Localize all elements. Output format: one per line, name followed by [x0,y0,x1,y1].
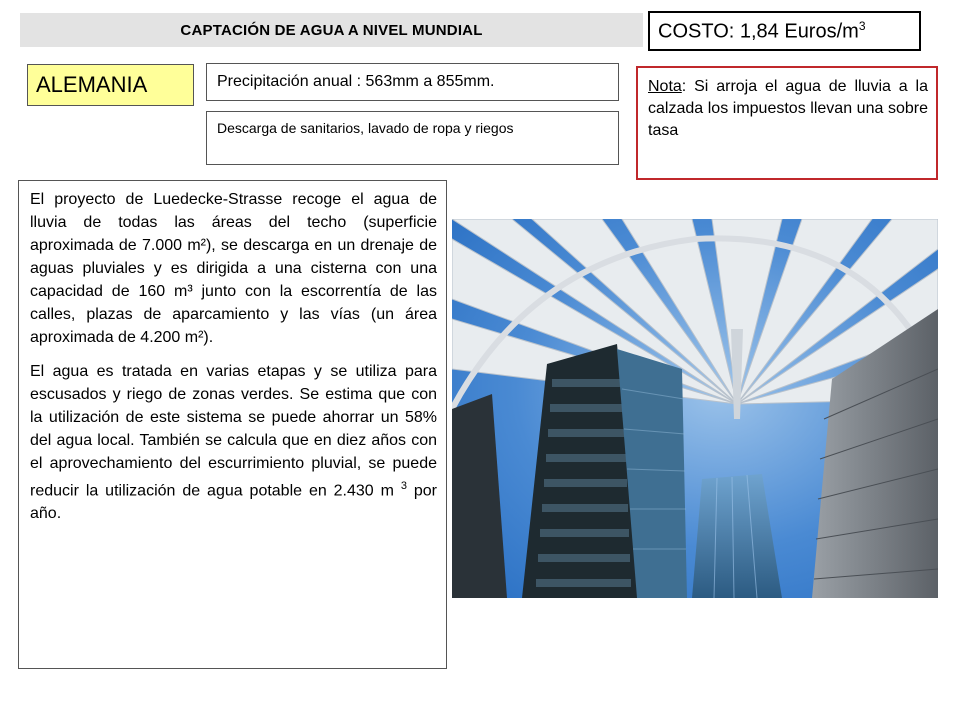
description-paragraph-2-exponent: 3 [400,480,407,492]
description-paragraph-2-end: por año. [30,482,437,523]
note-label: Nota [648,78,682,95]
sony-center-photo [452,219,938,598]
usage-box [206,111,619,165]
country-box [27,64,194,106]
page-title: CAPTACIÓN DE AGUA A NIVEL MUNDIAL [180,21,483,39]
precipitation-box [206,63,619,101]
title-bar [20,13,643,47]
description-paragraph-1: El proyecto de Luedecke-Strasse recoge el agua de lluvia de todas las áreas del techo (superficie aproximada de 7.000 m²), se descarga en un drenaje de aguas pluviales y es dirigida a una cisterna con una capacidad de 160 m³ junto con la escorrentía de las calles, plazas de aparcamiento y las vías (un área aproximada de 4.200 m²). [30,191,437,346]
note-box [636,66,938,180]
photo-illustration [452,219,938,598]
description-paragraph-2 [30,360,437,525]
description-box [18,180,447,669]
cost-label: COSTO: 1,84 Euros/m [658,20,859,43]
country-name: ALEMANIA [36,72,148,97]
description-paragraph-2-main: El agua es tratada en varias etapas y se utiliza para escusados y riego de zonas verdes. Se estima que con la utilización de este sistema se puede ahorrar un 58% del agua local. También se calcula que en diez años con el aprovechamiento del escurrimiento pluvial, se puede reducir la utilización de agua potable en 2.430 m [30,363,437,500]
cost-exponent: 3 [858,19,866,33]
precipitation-text: Precipitación anual : 563mm a 855mm. [217,73,495,90]
cost-box [648,11,921,51]
building-dark-windows [536,379,631,587]
note-text: : Si arroja el agua de lluvia a la calzada los impuestos llevan una sobre tasa [648,78,928,139]
usage-text: Descarga de sanitarios, lavado de ropa y riegos [217,120,514,136]
